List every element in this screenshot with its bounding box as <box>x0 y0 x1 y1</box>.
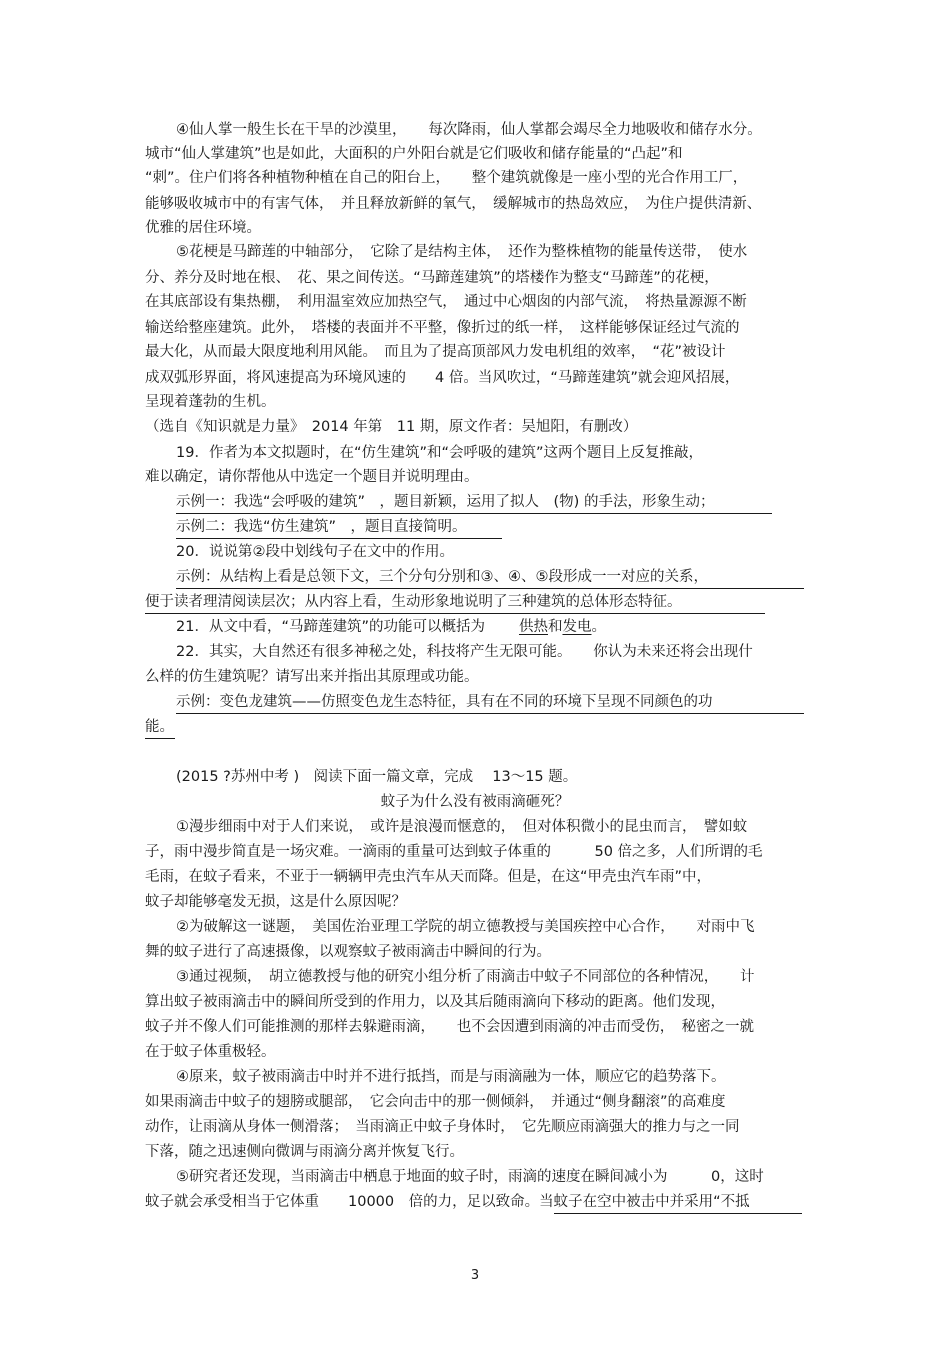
text-line: 分、养分及时地在根、 花、果之间传送。“马蹄莲建筑”的塔楼作为整支“马蹄莲”的花梗， <box>145 270 719 286</box>
text-line: 最大化，从而最大限度地利用风能。 而且为了提高顶部风力发电机组的效率， “花”被设计 <box>145 344 726 360</box>
question-20: 20．说说第②段中划线句子在文中的作用。 <box>176 544 454 560</box>
text-line: 在于蚊子体重极轻。 <box>145 1044 276 1060</box>
text-line: ⑤研究者还发现，当雨滴击中栖息于地面的蚊子时，雨滴的速度在瞬间减小为 0，这时 <box>176 1169 764 1185</box>
text-segment: 蚊子就会承受相当于它体重 10000 倍的力，足以致命。当 <box>145 1194 554 1210</box>
text-line: 成双弧形界面，将风速提高为环境风速的 4 倍。当风吹过，“马蹄莲建筑”就会迎风招展， <box>145 370 740 386</box>
question-21 <box>176 617 806 637</box>
underlined-sentence: 蚊子在空中被击中并采用“不抵 <box>554 1192 802 1214</box>
answer-blank: 发电 <box>562 619 592 635</box>
answer-line <box>176 517 806 539</box>
text-line: 蚊子却能够毫发无损，这是什么原因呢？ <box>145 894 406 910</box>
text-line: ④仙人掌一般生长在干旱的沙漠里， 每次降雨，仙人掌都会竭尽全力地吸收和储存水分。 <box>176 122 762 138</box>
text-line: 输送给整座建筑。此外， 塔楼的表面并不平整，像折过的纸一样， 这样能够保证经过气流的 <box>145 320 740 336</box>
text-line: ⑤花梗是马蹄莲的中轴部分， 它除了是结构主体， 还作为整株植物的能量传送带， 使水 <box>176 244 748 260</box>
text-line: 蚊子并不像人们可能推测的那样去躲避雨滴， 也不会因遭到雨滴的冲击而受伤， 秘密之一就 <box>145 1019 754 1035</box>
source-citation: （选自《知识就是力量》 2014 年第 11 期，原文作者：吴旭阳，有删改） <box>145 419 638 435</box>
answer-text: 能。 <box>145 717 175 739</box>
question-19: 19．作者为本文拟题时，在“仿生建筑”和“会呼吸的建筑”这两个题目上反复推敲， <box>176 445 703 461</box>
answer-line <box>176 567 806 589</box>
answer-text: 示例一：我选“会呼吸的建筑” ，题目新颖，运用了拟人 (物) 的手法，形象生动； <box>176 492 772 514</box>
answer-line <box>145 717 810 739</box>
text-line: 呈现着蓬勃的生机。 <box>145 394 276 410</box>
answer-text: 示例：变色龙建筑——仿照变色龙生态特征，具有在不同的环境下呈现不同颜色的功 <box>176 692 804 714</box>
answer-blank: 供热 <box>518 619 548 635</box>
text-line: 算出蚊子被雨滴击中的瞬间所受到的作用力，以及其后随雨滴向下移动的距离。他们发现， <box>145 994 725 1010</box>
answer-line <box>176 692 806 714</box>
answer-text: 便于读者理清阅读层次；从内容上看，生动形象地说明了三种建筑的总体形态特征。 <box>145 592 765 614</box>
text-line: “刺”。住户们将各种植物种植在自己的阳台上， 整个建筑就像是一座小型的光合作用工厂， <box>145 170 748 186</box>
text-line <box>145 1192 810 1214</box>
text-line: 优雅的居住环境。 <box>145 220 261 236</box>
section-intro: (2015 ?苏州中考 ) 阅读下面一篇文章，完成 13～15 题。 <box>176 769 578 785</box>
text-line: 能够吸收城市中的有害气体， 并且释放新鲜的氧气， 缓解城市的热岛效应， 为住户提供清新、 <box>145 196 762 212</box>
text-line: ④原来，蚊子被雨滴击中时并不进行抵挡，而是与雨滴融为一体，顺应它的趋势落下。 <box>176 1069 726 1085</box>
text-line: 难以确定，请你帮他从中选定一个题目并说明理由。 <box>145 469 479 485</box>
article-title: 蚊子为什么没有被雨滴砸死？ <box>380 794 570 810</box>
text-line: 城市“仙人掌建筑”也是如此，大面积的户外阳台就是它们吸收和储存能量的“凸起”和 <box>145 146 683 162</box>
text-line: 如果雨滴击中蚊子的翅膀或腿部， 它会向击中的那一侧倾斜， 并通过“侧身翻滚”的高难度 <box>145 1094 726 1110</box>
text-line: 下落，随之迅速侧向微调与雨滴分离并恢复飞行。 <box>145 1144 464 1160</box>
text-line: 舞的蚊子进行了高速摄像，以观察蚊子被雨滴击中瞬间的行为。 <box>145 944 551 960</box>
text-line: 么样的仿生建筑呢？请写出来并指出其原理或功能。 <box>145 669 479 685</box>
text-line: 毛雨，在蚊子看来，不亚于一辆辆甲壳虫汽车从天而降。但是，在这“甲壳虫汽车雨”中， <box>145 869 712 885</box>
text-line: ①漫步细雨中对于人们来说， 或许是浪漫而惬意的， 但对体积微小的昆虫而言， 譬如蚊 <box>176 819 748 835</box>
answer-text: 示例二：我选“仿生建筑” ，题目直接简明。 <box>176 517 502 539</box>
text-line: 子，雨中漫步简直是一场灾难。一滴雨的重量可达到蚊子体重的 50 倍之多，人们所谓的毛 <box>145 844 763 860</box>
page-number: 3 <box>470 1268 480 1283</box>
question-text: 21．从文中看，“马蹄莲建筑”的功能可以概括为 <box>176 619 485 635</box>
text-line: 动作，让雨滴从身体一侧滑落； 当雨滴正中蚊子身体时， 它先顺应雨滴强大的推力与之一同 <box>145 1119 740 1135</box>
question-22: 22．其实，大自然还有很多神秘之处，科技将产生无限可能。 你认为未来还将会出现什 <box>176 644 753 660</box>
answer-line <box>145 592 810 614</box>
period-text: 。 <box>591 619 606 635</box>
text-line: 在其底部设有集热棚， 利用温室效应加热空气， 通过中心烟囱的内部气流， 将热量源源不断 <box>145 294 747 310</box>
text-line: ②为破解这一谜题， 美国佐治亚理工学院的胡立德教授与美国疾控中心合作， 对雨中飞 <box>176 919 755 935</box>
text-line: ③通过视频， 胡立德教授与他的研究小组分析了雨滴击中蚊子不同部位的各种情况， 计 <box>176 969 755 985</box>
answer-line <box>176 492 806 514</box>
connector-text: 和 <box>547 619 563 635</box>
answer-text: 示例：从结构上看是总领下文，三个分句分别和③、④、⑤段形成一一对应的关系， <box>176 567 804 589</box>
